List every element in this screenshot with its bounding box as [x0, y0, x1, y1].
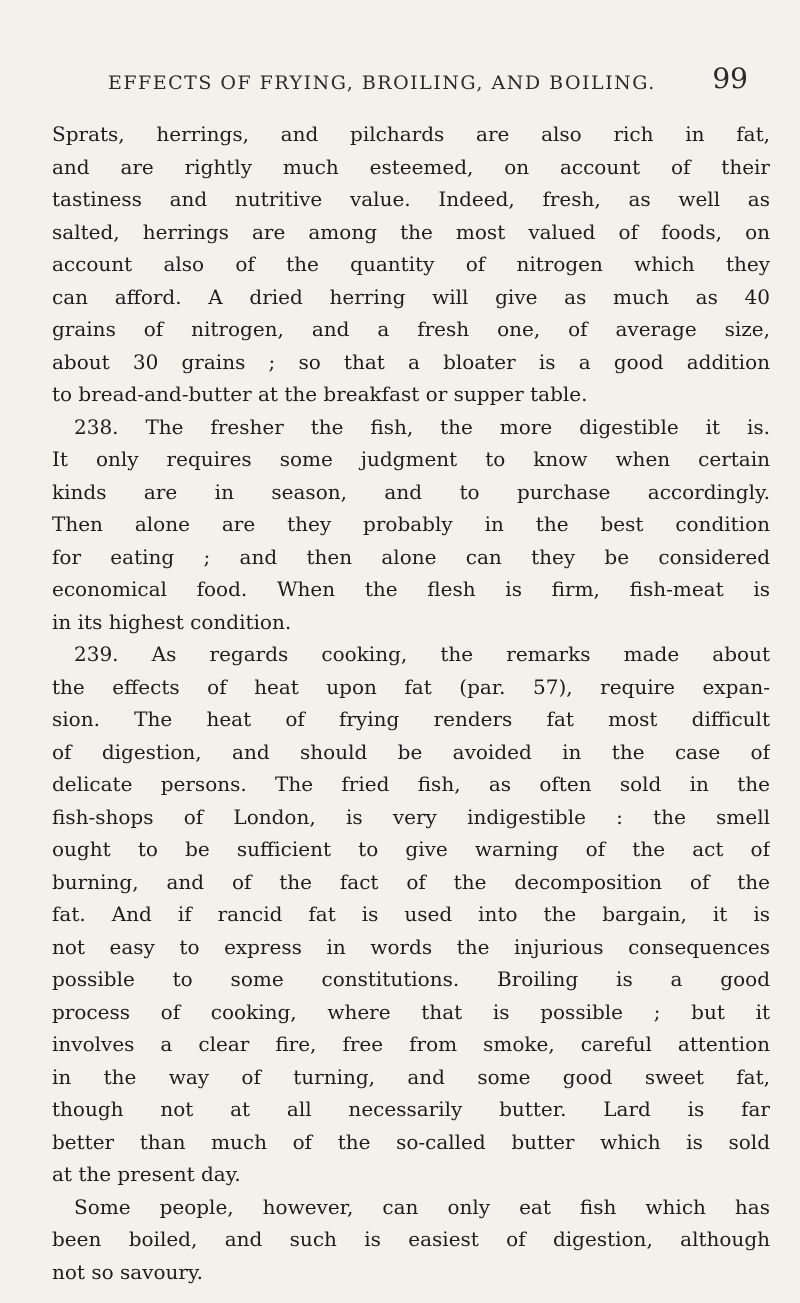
text-line: Then alone are they probably in the best condition: [52, 512, 770, 536]
text-line: 239. As regards cooking, the remarks made about: [74, 642, 770, 666]
text-line: better than much of the so-called butter which is sold: [52, 1129, 770, 1154]
text-line: in the way of turning, and some good sweet fat,: [52, 1064, 770, 1089]
text-line: fish-shops of London, is very indigestible : the smell: [52, 804, 770, 829]
paragraph: [52, 638, 770, 1191]
text-line: ought to be sufficient to give warning of the act of: [52, 837, 770, 861]
text-line: burning, and of the fact of the decomposition of the: [52, 869, 770, 894]
text-line: can afford. A dried herring will give as much as 40: [52, 284, 770, 309]
text-line: kinds are in season, and to purchase accordingly.: [52, 479, 770, 504]
text-line: possible to some constitutions. Broiling is a good: [52, 967, 770, 991]
text-line: process of cooking, where that is possible ; but it: [52, 999, 770, 1024]
text-line: 238. The fresher the fish, the more digestible it is.: [74, 414, 770, 439]
text-line: fat. And if rancid fat is used into the bargain, it is: [52, 902, 770, 926]
text-line: not so savoury.: [52, 1259, 203, 1284]
text-line: the effects of heat upon fat (par. 57), require expan-: [52, 674, 770, 699]
text-line: been boiled, and such is easiest of digestion, although: [52, 1227, 770, 1251]
text-line: sion. The heat of frying renders fat most difficult: [52, 707, 770, 731]
paragraph: [52, 411, 770, 639]
text-line: grains of nitrogen, and a fresh one, of average size,: [52, 317, 770, 341]
running-header: [108, 62, 748, 102]
page-body: [52, 118, 770, 1288]
text-line: not easy to express in words the injurious consequences: [52, 934, 770, 959]
text-line: economical food. When the flesh is firm, fish-meat is: [52, 577, 770, 601]
text-line: though not at all necessarily butter. Lard is far: [52, 1097, 770, 1121]
paragraph: [52, 1191, 770, 1289]
text-line: in its highest condition.: [52, 609, 292, 634]
text-line: for eating ; and then alone can they be considered: [52, 544, 770, 569]
text-line: at the present day.: [52, 1162, 241, 1186]
text-line: delicate persons. The fried fish, as often sold in the: [52, 772, 770, 796]
running-title: EFFECTS OF FRYING, BROILING, AND BOILING.: [108, 72, 656, 94]
text-line: about 30 grains ; so that a bloater is a good addition: [52, 349, 770, 374]
text-line: and are rightly much esteemed, on account of their: [52, 154, 770, 179]
text-line: tastiness and nutritive value. Indeed, fresh, as well as: [52, 187, 770, 211]
text-line: of digestion, and should be avoided in the case of: [52, 739, 770, 764]
text-line: account also of the quantity of nitrogen which they: [52, 252, 770, 276]
text-line: to bread-and-butter at the breakfast or supper table.: [52, 382, 588, 406]
text-line: involves a clear fire, free from smoke, careful attention: [52, 1032, 770, 1056]
text-line: Sprats, herrings, and pilchards are also rich in fat,: [52, 122, 770, 146]
page-number: 99: [712, 62, 748, 95]
paragraph: [52, 118, 770, 411]
text-line: It only requires some judgment to know when certain: [52, 447, 770, 471]
text-line: Some people, however, can only eat fish which has: [74, 1194, 770, 1219]
text-line: salted, herrings are among the most valued of foods, on: [52, 219, 770, 244]
